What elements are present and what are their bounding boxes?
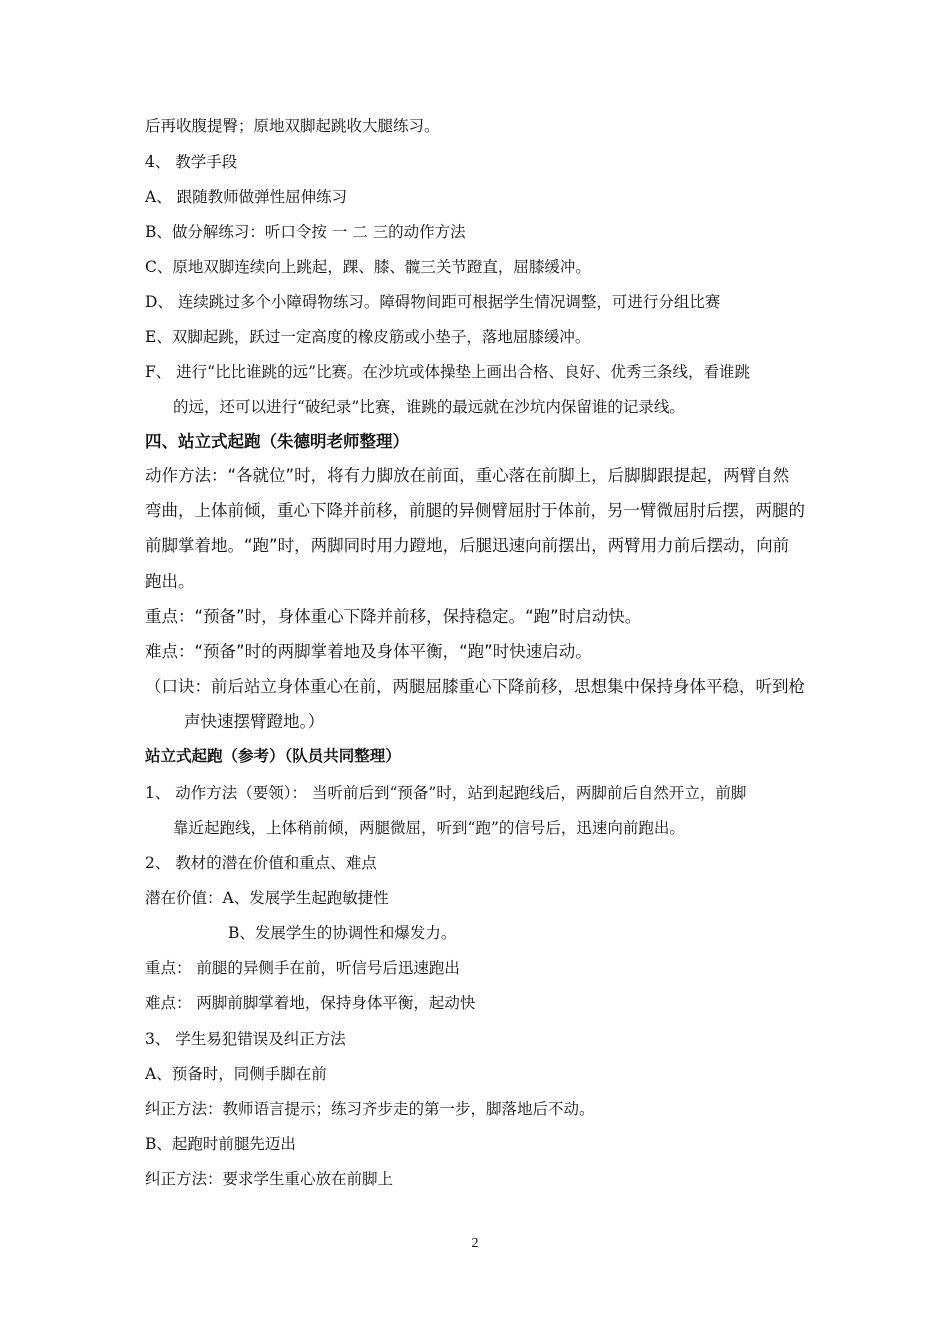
difficulty-line: 难点：“预备”时的两脚掌着地及身体平衡，“跑”时快速启动。: [145, 642, 592, 661]
difficulty-line: 难点： 两脚前脚掌着地，保持身体平衡，起动快: [145, 994, 476, 1012]
mnemonic-continuation: 声快速摆臂蹬地。）: [184, 712, 325, 731]
text-line: 纠正方法：要求学生重心放在前脚上: [145, 1170, 394, 1188]
page-number: 2: [471, 1236, 479, 1251]
list-item: B、起跑时前腿先迈出: [145, 1135, 296, 1153]
list-item: 3、 学生易犯错误及纠正方法: [145, 1030, 346, 1048]
text-line: 跑出。: [145, 572, 195, 591]
list-item-continuation: 的远，还可以进行“破纪录”比赛，谁跳的最远就在沙坑内保留谁的记录线。: [173, 398, 685, 416]
text-line: 纠正方法：教师语言提示；练习齐步走的第一步，脚落地后不动。: [145, 1100, 595, 1118]
key-point-line: 重点：“预备”时，身体重心下降并前移，保持稳定。“跑”时启动快。: [145, 607, 642, 626]
text-line: 前脚掌着地。“跑”时，两脚同时用力蹬地，后腿迅速向前摆出，两臂用力前后摆动，向前: [145, 536, 790, 555]
list-item: F、 进行“比比谁跳的远”比赛。在沙坑或体操垫上画出合格、良好、优秀三条线，看谁跳: [145, 363, 751, 381]
section-heading-teaching-methods: 4、 教学手段: [145, 153, 238, 171]
list-item: 2、 教材的潜在价值和重点、难点: [145, 854, 377, 872]
text-line: 潜在价值：A、发展学生起跑敏捷性: [145, 889, 389, 907]
list-item: E、双脚起跳，跃过一定高度的橡皮筋或小垫子，落地屈膝缓冲。: [145, 328, 591, 346]
section-heading-standing-start-reference: 站立式起跑（参考）（队员共同整理）: [145, 746, 401, 765]
mnemonic-line: （口诀：前后站立身体重心在前，两腿屈膝重心下降前移，思想集中保持身体平稳，听到枪: [145, 677, 805, 696]
list-item: D、 连续跳过多个小障碍物练习。障碍物间距可根据学生情况调整，可进行分组比赛: [145, 293, 721, 311]
section-heading-standing-start: 四、站立式起跑（朱德明老师整理）: [145, 432, 409, 451]
text-line: 后再收腹提臀；原地双脚起跳收大腿练习。: [145, 117, 440, 135]
list-item: C、原地双脚连续向上跳起，踝、膝、髋三关节蹬直，屈膝缓冲。: [145, 258, 591, 276]
list-item: B、做分解练习：听口令按 一 二 三的动作方法: [145, 223, 466, 241]
list-item: A、 跟随教师做弹性屈伸练习: [145, 188, 348, 206]
key-point-line: 重点： 前腿的异侧手在前，听信号后迅速跑出: [145, 959, 460, 977]
list-item-continuation: 靠近起跑线，上体稍前倾，两腿微屈，听到“跑”的信号后，迅速向前跑出。: [173, 819, 685, 837]
list-item: A、预备时，同侧手脚在前: [145, 1065, 327, 1083]
text-line: 动作方法：“各就位”时，将有力脚放在前面，重心落在前脚上，后脚脚跟提起，两臂自然: [145, 466, 790, 485]
text-line: 弯曲，上体前倾，重心下降并前移，前腿的异侧臂屈肘于体前，另一臂微屈肘后摆，两腿的: [145, 501, 805, 520]
list-item: 1、 动作方法（要领）： 当听前后到“预备”时，站到起跑线后，两脚前后自然开立，前脚: [145, 784, 747, 802]
text-line: B、发展学生的协调性和爆发力。: [228, 924, 457, 942]
